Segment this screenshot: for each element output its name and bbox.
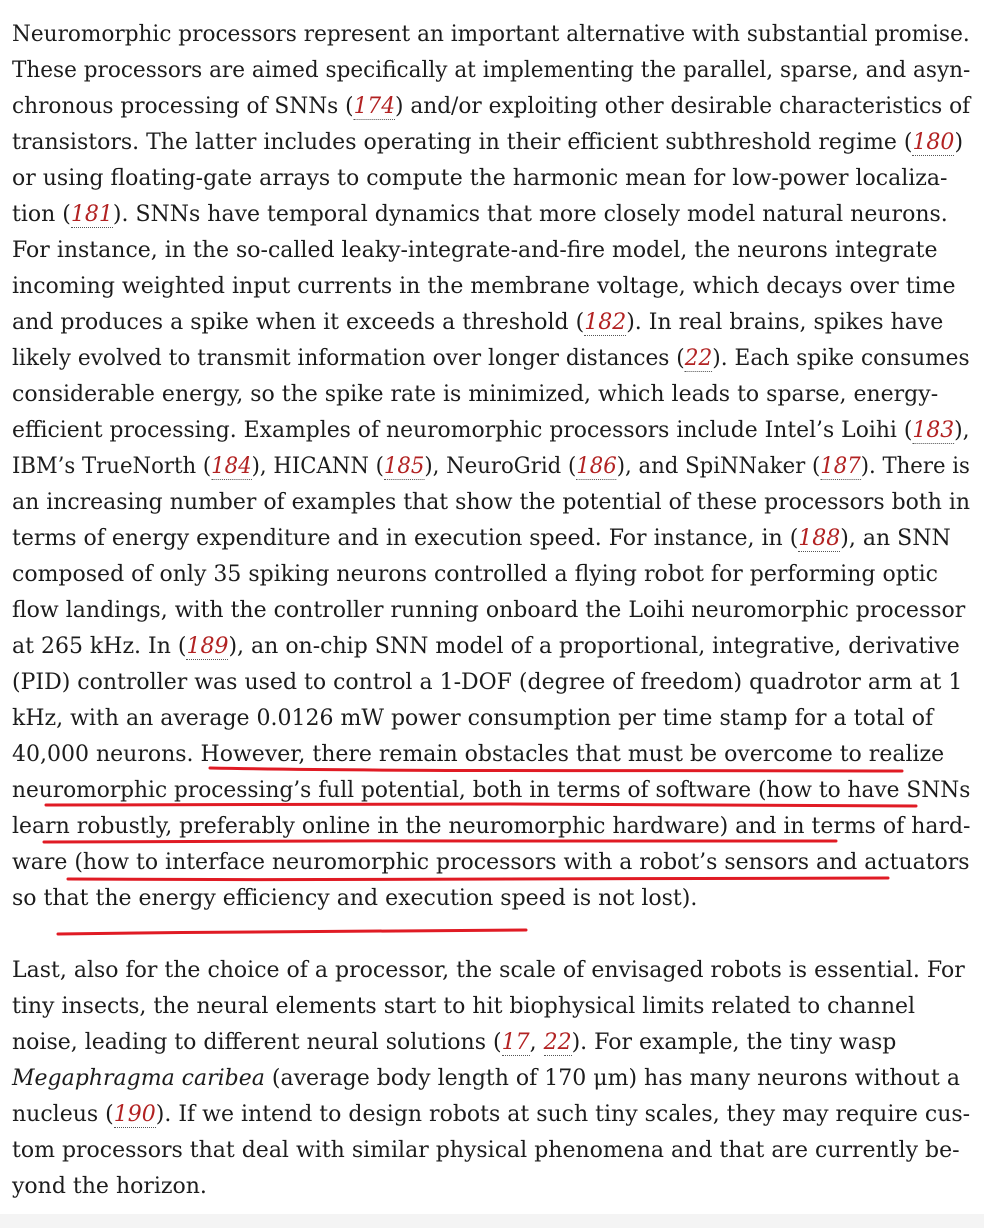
text-line xyxy=(12,125,963,161)
text-line xyxy=(12,1133,960,1169)
text-line xyxy=(12,1097,970,1133)
text-run: at 265 kHz. In ( xyxy=(12,634,187,659)
citation-link[interactable]: 187 xyxy=(820,454,861,479)
text-line xyxy=(12,449,970,485)
text-run: terms of energy expenditure and in execution speed. For instance, in ( xyxy=(12,526,799,551)
citation-link[interactable]: 182 xyxy=(584,310,627,335)
text-run: ), HICANN ( xyxy=(251,454,384,479)
text-line xyxy=(12,773,970,809)
citation-link[interactable]: 180 xyxy=(912,130,955,155)
text-run: ). SNNs have temporal dynamics that more closely model natural neurons. xyxy=(112,202,948,227)
text-run: ), an SNN xyxy=(840,526,951,551)
text-run: ), and SpiNNaker ( xyxy=(616,454,821,479)
text-run: , xyxy=(529,1030,544,1055)
text-line xyxy=(12,233,937,269)
citation-link[interactable]: 190 xyxy=(113,1102,156,1127)
text-run: IBM’s TrueNorth ( xyxy=(12,454,212,479)
text-run: ) xyxy=(954,130,964,155)
text-run: and produces a spike when it exceeds a threshold ( xyxy=(12,310,585,335)
text-line xyxy=(12,593,965,629)
text-line xyxy=(12,1061,960,1097)
citation-link[interactable]: 17 xyxy=(501,1030,530,1055)
text-run: tiny insects, the neural elements start to hit biophysical limits related to channel xyxy=(12,994,916,1019)
text-run: so that the energy efficiency and execution speed is not lost). xyxy=(12,886,698,911)
text-line xyxy=(12,269,955,305)
text-run: tion ( xyxy=(12,202,71,227)
text-run: ). There is xyxy=(860,454,970,479)
text-run: transistors. The latter includes operating in their efficient subthreshold regime ( xyxy=(12,130,913,155)
citation-link[interactable]: 188 xyxy=(798,526,841,551)
citation-link[interactable]: 186 xyxy=(576,454,617,479)
text-line xyxy=(12,53,970,89)
text-line xyxy=(12,305,943,341)
citation-link[interactable]: 183 xyxy=(912,418,955,443)
text-line xyxy=(12,737,944,773)
text-line xyxy=(12,161,947,197)
text-line xyxy=(12,629,960,665)
citation-link[interactable]: 22 xyxy=(543,1030,572,1055)
text-run: yond the horizon. xyxy=(12,1174,207,1199)
text-line xyxy=(12,953,965,989)
citation-link[interactable]: 174 xyxy=(353,94,395,119)
text-line xyxy=(12,557,938,593)
text-line xyxy=(12,197,948,233)
text-run: noise, leading to different neural solutions ( xyxy=(12,1030,502,1055)
text-run: kHz, with an average 0.0126 mW power consumption per time stamp for a total of xyxy=(12,706,934,731)
text-run: chronous processing of SNNs ( xyxy=(12,94,354,119)
text-run: an increasing number of examples that show the potential of these processors both in xyxy=(12,490,970,515)
text-run: ) and/or exploiting other desirable characteristics of xyxy=(394,94,971,119)
text-run: (average body length of 170 μm) has many neurons without a xyxy=(264,1066,960,1091)
text-line xyxy=(12,521,951,557)
text-line xyxy=(12,413,970,449)
text-line xyxy=(12,989,915,1025)
text-run: ). If we intend to design robots at such tiny scales, they may require cus- xyxy=(155,1102,971,1127)
text-run: learn robustly, preferably online in the neuromorphic hardware) and in terms of hard- xyxy=(12,814,971,839)
text-run: likely evolved to transmit information over longer distances ( xyxy=(12,346,685,371)
underline-stroke xyxy=(58,930,526,934)
species-name: Megaphragma caribea xyxy=(12,1066,265,1091)
text-run: considerable energy, so the spike rate is minimized, which leads to sparse, energy- xyxy=(12,382,939,407)
text-run: tom processors that deal with similar physical phenomena and that are currently be- xyxy=(12,1138,960,1163)
citation-link[interactable]: 22 xyxy=(684,346,713,371)
text-line xyxy=(12,809,970,845)
text-run: 40,000 neurons. However, there remain obstacles that must be overcome to realize xyxy=(12,742,945,767)
text-run: For instance, in the so-called leaky-integrate-and-fire model, the neurons integrate xyxy=(12,238,938,263)
text-run: incoming weighted input currents in the membrane voltage, which decays over time xyxy=(12,274,956,299)
text-line xyxy=(12,89,970,125)
text-line xyxy=(12,1169,207,1205)
text-line xyxy=(12,665,962,701)
text-run: ), an on-chip SNN model of a proportional, integrative, derivative xyxy=(228,634,960,659)
citation-link[interactable]: 181 xyxy=(70,202,113,227)
text-line xyxy=(12,845,970,881)
text-run: or using floating-gate arrays to compute the harmonic mean for low-power localiza- xyxy=(12,166,948,191)
text-run: nucleus ( xyxy=(12,1102,114,1127)
text-run: ), NeuroGrid ( xyxy=(424,454,577,479)
text-run: Neuromorphic processors represent an important alternative with substantial promise. xyxy=(12,22,970,47)
text-run: composed of only 35 spiking neurons controlled a flying robot for performing optic xyxy=(12,562,938,587)
citation-link[interactable]: 185 xyxy=(383,454,425,479)
text-line xyxy=(12,1025,896,1061)
text-run: ware (how to interface neuromorphic processors with a robot’s sensors and actuators xyxy=(12,850,970,875)
text-run: ). For example, the tiny wasp xyxy=(571,1030,897,1055)
text-run: These processors are aimed specifically at implementing the parallel, sparse, and asyn- xyxy=(12,58,971,83)
text-line xyxy=(12,485,970,521)
text-run: efficient processing. Examples of neuromorphic processors include Intel’s Loihi ( xyxy=(12,418,913,443)
text-line xyxy=(12,377,938,413)
text-run: Last, also for the choice of a processor, the scale of envisaged robots is essential. For xyxy=(12,958,965,983)
text-run: neuromorphic processing’s full potential, both in terms of software (how to have SNNs xyxy=(12,778,971,803)
text-line xyxy=(12,341,970,377)
page-bottom-edge xyxy=(0,1214,984,1228)
text-run: ), xyxy=(954,418,970,443)
text-run: ). In real brains, spikes have xyxy=(626,310,944,335)
text-line xyxy=(12,701,933,737)
text-run: ). Each spike consumes xyxy=(712,346,970,371)
text-line xyxy=(12,17,970,53)
text-line xyxy=(12,881,697,917)
citation-link[interactable]: 184 xyxy=(211,454,252,479)
text-run: flow landings, with the controller running onboard the Loihi neuromorphic processor xyxy=(12,598,966,623)
text-run: (PID) controller was used to control a 1-DOF (degree of freedom) quadrotor arm at 1 xyxy=(12,670,963,695)
citation-link[interactable]: 189 xyxy=(186,634,229,659)
